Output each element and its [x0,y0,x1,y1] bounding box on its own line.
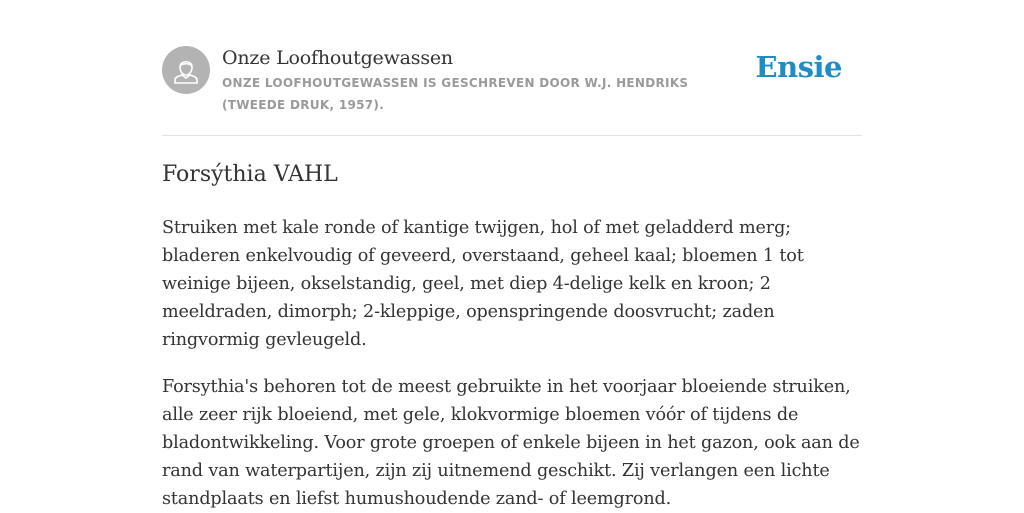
avatar[interactable] [162,46,210,94]
article-paragraph: Struiken met kale ronde of kantige twijgen, hol of met geladderd merg; bladeren enkelvoudig of geveerd, overstaand, geheel kaal; bloemen 1 tot weinige bijeen, okselstandig, geel, met diep 4-delige kelk en kroon; 2 meeldraden, dimorph; 2-kleppige, openspringende doosvrucht; zaden ringvormig gevleugeld. [162,218,804,350]
source-title[interactable]: Onze Loofhoutgewassen [222,47,453,69]
user-icon [162,46,210,94]
article-paragraph: Forsythia's behoren tot de meest gebruikte in het voorjaar bloeiende struiken, alle zeer rijk bloeiend, met gele, klokvormige bloemen vóór of tijdens de bladontwikkeling. Voor grote groepen of enkele bijeen in het gazon, ook aan de rand van waterpartijen, zijn zij uitnemend geschikt. Zij verlangen een lichte standplaats en liefst humushoudende zand- of leemgrond. [162,377,860,509]
brand-logo[interactable]: Ensie [755,50,842,84]
article-title: Forsýthia VAHL [162,162,338,187]
source-info [222,46,752,116]
source-header [162,46,862,136]
source-description: ONZE LOOFHOUTGEWASSEN IS GESCHREVEN DOOR W.J. HENDRIKS (TWEEDE DRUK, 1957). [222,76,689,112]
article-card [162,0,862,513]
article-body [162,136,862,513]
